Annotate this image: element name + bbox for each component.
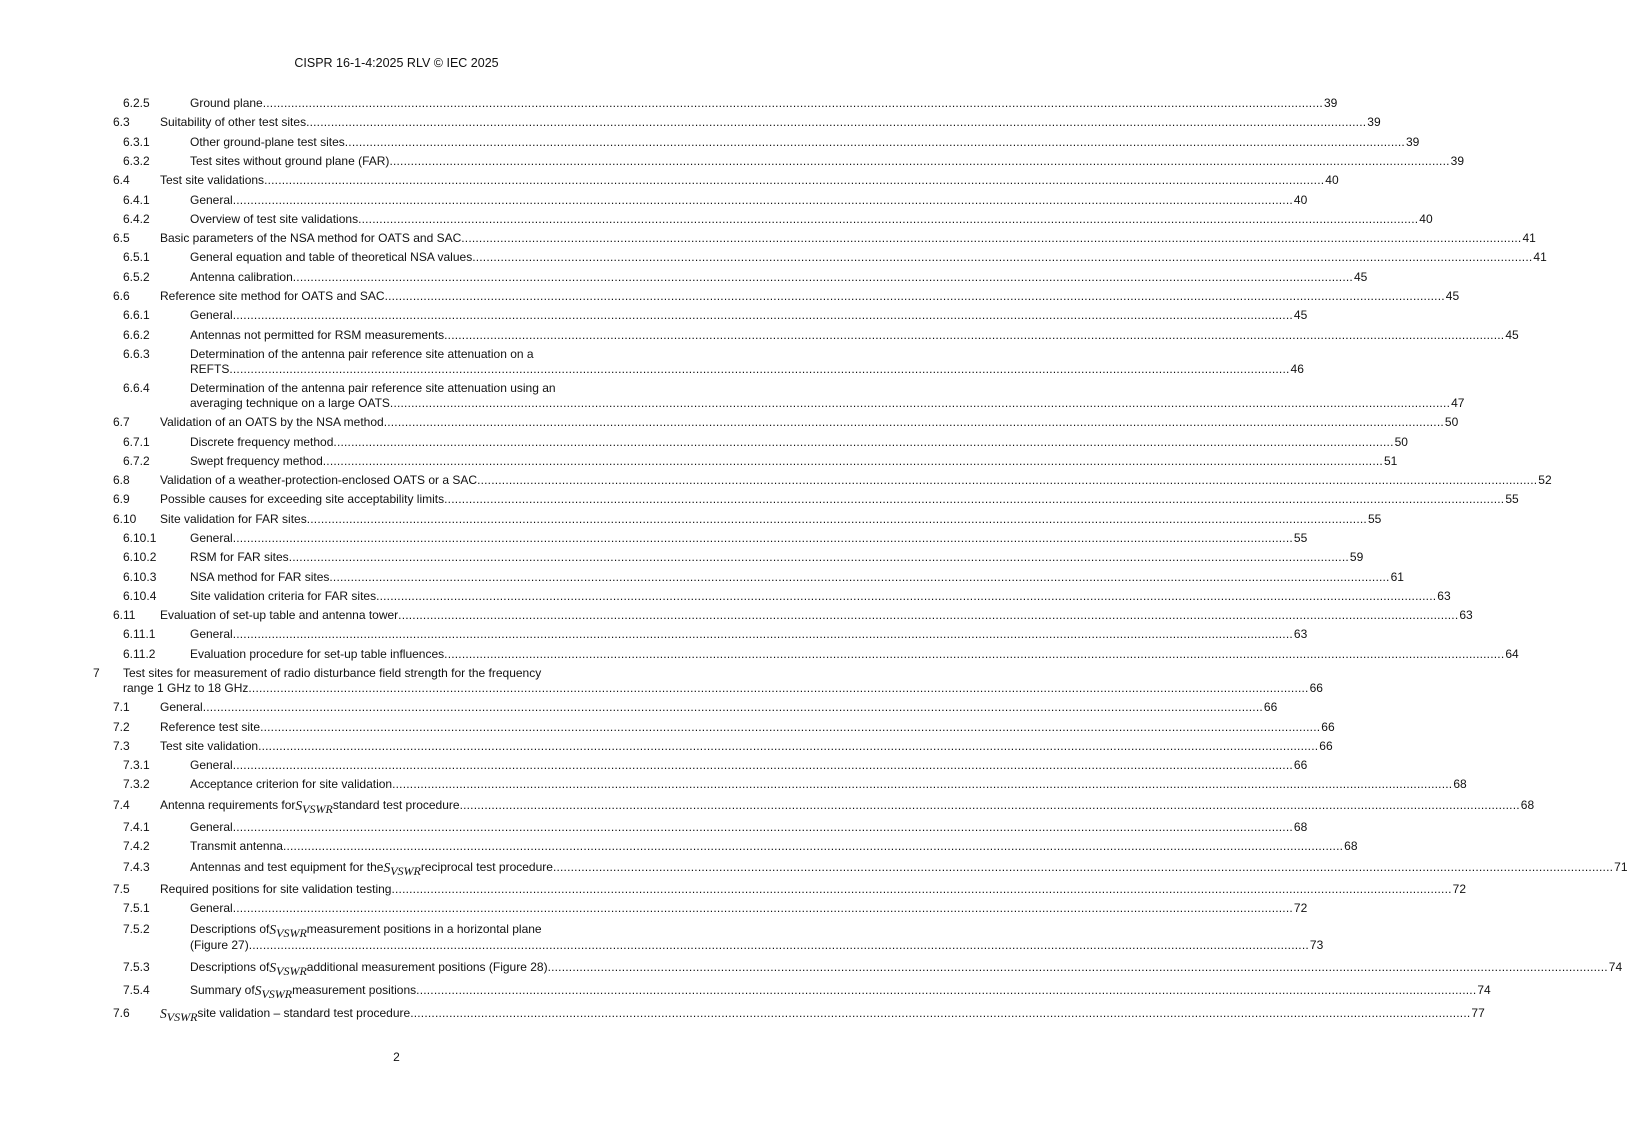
toc-page-number: 61	[1390, 569, 1404, 584]
toc-entry-number: 7.3	[113, 738, 130, 753]
toc-entry[interactable]	[0, 433, 1408, 452]
toc-entry-number: 7.4.3	[123, 859, 150, 874]
toc-entry-line	[160, 1006, 1485, 1025]
toc-entry-line	[190, 569, 1404, 585]
toc-entry-title: General	[190, 819, 233, 834]
dot-leader: ............................................................................................................................................................................................................................................................................................................	[229, 361, 1290, 376]
toc-entry[interactable]	[0, 413, 1459, 432]
toc-entry-line	[160, 608, 1473, 623]
toc-entry-line	[190, 434, 1408, 450]
toc-page-number: 72	[1293, 900, 1308, 915]
toc-entry-title: Basic parameters of the NSA method for OATS and SAC	[160, 231, 462, 246]
dot-leader: ............................................................................................................................................................................................................................................................................................................	[232, 900, 1293, 915]
toc-entry-line	[160, 881, 1467, 897]
toc-page-number: 40	[1419, 211, 1433, 226]
dot-leader: ............................................................................................................................................................................................................................................................................................................	[444, 492, 1505, 507]
dot-leader: ............................................................................................................................................................................................................................................................................................................	[260, 719, 1321, 734]
toc-page-number: 66	[1321, 719, 1335, 734]
toc-entry-line	[190, 381, 698, 396]
toc-page-number: 66	[1293, 758, 1308, 773]
toc-entry[interactable]	[0, 345, 1304, 379]
symbol-s-vswr	[160, 1006, 198, 1025]
toc-entry-number: 6.10.3	[123, 569, 157, 584]
dot-leader: ............................................................................................................................................................................................................................................................................................................	[376, 588, 1437, 603]
dot-leader: ............................................................................................................................................................................................................................................................................................................	[444, 646, 1505, 661]
toc-entry-line	[190, 758, 1308, 773]
toc-entry[interactable]	[0, 956, 1623, 979]
toc-entry[interactable]	[0, 471, 1552, 490]
toc-entry-number: 7.3.1	[123, 758, 150, 773]
dot-leader: ............................................................................................................................................................................................................................................................................................................	[416, 983, 1477, 998]
toc-entry-number: 7.2	[113, 719, 130, 734]
toc-page-number: 45	[1353, 269, 1368, 284]
toc-entry-number: 6.3.1	[123, 134, 150, 149]
toc-entry-line	[190, 531, 1308, 546]
toc-page-number: 39	[1323, 96, 1338, 111]
toc-entry[interactable]	[0, 587, 1451, 606]
toc-entry-line	[160, 288, 1460, 304]
toc-entry-number: 6.4.1	[123, 192, 150, 207]
toc-entry[interactable]	[0, 664, 1323, 698]
toc-page-number: 39	[1367, 115, 1381, 130]
toc-page-number: 55	[1505, 492, 1519, 507]
toc-entry-line	[160, 511, 1382, 527]
toc-page-number: 45	[1505, 327, 1519, 342]
table-of-contents	[0, 94, 1628, 1026]
toc-entry-line	[190, 134, 1420, 150]
toc-entry-line	[190, 327, 1519, 343]
toc-entry-title-cont: REFTS	[190, 361, 230, 376]
toc-entry-number: 6.6.2	[123, 327, 150, 342]
toc-entry[interactable]	[0, 152, 1464, 171]
toc-page-number: 50	[1394, 434, 1408, 449]
toc-entry-number: 6.10.2	[123, 550, 157, 565]
toc-entry-line	[190, 819, 1308, 835]
symbol-s-vswr	[295, 798, 333, 817]
symbol-subscript: VSWR	[390, 863, 421, 878]
toc-entry[interactable]	[0, 113, 1381, 132]
toc-entry-title: Ground plane	[190, 96, 263, 111]
toc-entry-title: Test site validations	[160, 173, 265, 188]
toc-entry[interactable]	[0, 529, 1308, 548]
toc-entry-number: 6.7.2	[123, 453, 150, 468]
toc-entry-title: General	[190, 192, 233, 207]
toc-page-number: 55	[1367, 511, 1382, 526]
toc-entry[interactable]	[0, 490, 1519, 509]
dot-leader: ............................................................................................................................................................................................................................................................................................................	[389, 396, 1451, 411]
toc-page-number: 68	[1293, 819, 1308, 834]
dot-leader: ............................................................................................................................................................................................................................................................................................................	[552, 859, 1614, 874]
toc-entry-line	[160, 115, 1381, 130]
symbol-subscript: VSWR	[276, 963, 307, 978]
toc-entry-title: Validation of a weather-protection-enclosed OATS or a SAC	[160, 473, 478, 488]
toc-entry-line	[190, 900, 1308, 916]
toc-entry-title: RSM for FAR sites	[190, 550, 289, 565]
toc-entry-line	[160, 415, 1459, 430]
toc-entry-number: 6.10	[113, 511, 137, 526]
dot-leader: ............................................................................................................................................................................................................................................................................................................	[547, 959, 1608, 974]
toc-entry-title: Test sites without ground plane (FAR)	[190, 153, 390, 168]
toc-page-number: 59	[1349, 550, 1364, 565]
toc-entry-title: Evaluation procedure for set-up table influences	[190, 646, 445, 661]
symbol-main: S	[160, 1006, 167, 1022]
toc-page-number: 68	[1520, 798, 1535, 813]
toc-page-number: 39	[1405, 134, 1420, 149]
toc-entry-line	[190, 396, 1465, 411]
toc-entry[interactable]	[0, 287, 1460, 306]
toc-entry-line	[190, 777, 1467, 792]
toc-entry-title: Antenna calibration	[190, 269, 293, 284]
toc-entry-number: 6.10.4	[123, 588, 157, 603]
toc-entry[interactable]	[0, 94, 1338, 113]
toc-page-number: 40	[1293, 192, 1308, 207]
toc-page-number: 64	[1505, 646, 1519, 661]
toc-entry[interactable]	[0, 606, 1473, 625]
toc-entry-title: General	[190, 531, 233, 546]
dot-leader: ............................................................................................................................................................................................................................................................................................................	[202, 700, 1263, 715]
toc-entry-line	[160, 719, 1335, 735]
dot-leader: ............................................................................................................................................................................................................................................................................................................	[344, 134, 1405, 149]
toc-title-post: site validation – standard test procedure	[197, 1006, 411, 1021]
toc-entry[interactable]	[0, 306, 1308, 325]
toc-entry-line	[190, 646, 1519, 662]
toc-entry-title: Antennas not permitted for RSM measurements	[190, 327, 445, 342]
toc-page-number: 63	[1437, 588, 1451, 603]
dot-leader: ............................................................................................................................................................................................................................................................................................................	[322, 453, 1383, 468]
dot-leader: ............................................................................................................................................................................................................................................................................................................	[288, 550, 1349, 565]
toc-entry-title: Other ground-plane test sites	[190, 134, 345, 149]
toc-entry[interactable]	[0, 171, 1339, 190]
toc-page-number: 74	[1608, 959, 1623, 974]
dot-leader: ............................................................................................................................................................................................................................................................................................................	[329, 569, 1390, 584]
symbol-main: S	[254, 983, 262, 999]
toc-title-post: measurement positions	[292, 983, 417, 998]
toc-entry-line	[190, 922, 698, 938]
toc-page-number: 63	[1293, 627, 1308, 642]
dot-leader: ............................................................................................................................................................................................................................................................................................................	[232, 531, 1293, 546]
symbol-main: S	[269, 921, 277, 937]
toc-entry[interactable]	[0, 979, 1491, 1002]
toc-page-number: 40	[1325, 173, 1339, 188]
toc-entry-title-cont: averaging technique on a large OATS	[190, 396, 390, 411]
toc-entry-line	[190, 308, 1308, 323]
toc-page-number: 55	[1293, 531, 1308, 546]
toc-page-number: 66	[1263, 700, 1278, 715]
dot-leader: ............................................................................................................................................................................................................................................................................................................	[472, 250, 1533, 265]
toc-entry-line	[190, 269, 1368, 285]
toc-entry-line	[190, 859, 1628, 878]
symbol-s-vswr	[269, 960, 306, 976]
toc-entry-number: 6.8	[113, 473, 130, 488]
toc-entry-line	[160, 798, 1535, 817]
dot-leader: ............................................................................................................................................................................................................................................................................................................	[232, 819, 1293, 834]
toc-page-number: 63	[1459, 608, 1473, 623]
toc-entry-number: 7.3.2	[123, 777, 150, 792]
symbol-subscript: VSWR	[261, 987, 293, 1002]
toc-entry-number: 6.4	[113, 173, 130, 188]
toc-entry-number: 7.4.2	[123, 839, 150, 854]
symbol-main: S	[383, 859, 391, 875]
dot-leader: ............................................................................................................................................................................................................................................................................................................	[248, 681, 1309, 696]
symbol-main: S	[295, 798, 303, 814]
toc-title-pre: Summary of	[190, 983, 255, 998]
toc-entry-title: Validation of an OATS by the NSA method	[160, 415, 384, 430]
toc-entry-number: 6.5	[113, 231, 130, 246]
toc-page-number: 51	[1383, 453, 1398, 468]
toc-entry-number: 6.6.3	[123, 346, 150, 361]
toc-entry[interactable]	[0, 717, 1335, 736]
toc-entry-line	[190, 550, 1364, 565]
toc-entry-line	[190, 153, 1464, 169]
toc-entry[interactable]	[0, 548, 1364, 567]
toc-entry[interactable]	[0, 510, 1382, 529]
toc-entry[interactable]	[0, 856, 1628, 879]
toc-entry-title: NSA method for FAR sites	[190, 569, 330, 584]
toc-entry-line	[190, 347, 698, 362]
toc-entry[interactable]	[0, 133, 1420, 152]
toc-entry-number: 6.10.1	[123, 531, 157, 546]
toc-entry-line	[190, 588, 1451, 604]
dot-leader: ............................................................................................................................................................................................................................................................................................................	[333, 434, 1394, 449]
toc-entry[interactable]	[0, 190, 1308, 209]
dot-leader: ............................................................................................................................................................................................................................................................................................................	[398, 608, 1459, 623]
toc-entry-title: General	[190, 900, 233, 915]
toc-entry-number: 7.5.3	[123, 959, 150, 974]
toc-entry-title: Test site validation	[160, 738, 259, 753]
toc-entry-line	[190, 250, 1547, 265]
toc-title-post: standard test procedure	[332, 798, 460, 813]
toc-entry-number: 6.6.4	[123, 381, 150, 396]
toc-entry-line	[190, 983, 1491, 1002]
toc-entry-title: General	[190, 308, 233, 323]
toc-entry-title: General	[160, 700, 203, 715]
toc-entry-title: Site validation for FAR sites	[160, 511, 307, 526]
toc-entry-title: Reference site method for OATS and SAC	[160, 288, 385, 303]
dot-leader: ............................................................................................................................................................................................................................................................................................................	[444, 327, 1505, 342]
toc-entry[interactable]	[0, 379, 1465, 413]
toc-entry-number: 7.4	[113, 798, 130, 813]
toc-entry-number: 6.5.2	[123, 269, 150, 284]
toc-entry-title: Test sites for measurement of radio disturbance field strength for the frequency	[123, 666, 542, 681]
dot-leader: ............................................................................................................................................................................................................................................................................................................	[248, 937, 1309, 952]
toc-page-number: 52	[1538, 473, 1552, 488]
toc-entry-line	[123, 666, 698, 681]
toc-entry-number: 6.7.1	[123, 434, 150, 449]
toc-entry-line	[190, 192, 1308, 208]
toc-entry-title: Transmit antenna	[190, 839, 283, 854]
toc-entry[interactable]	[0, 229, 1536, 248]
toc-entry-number: 6.11	[113, 608, 136, 623]
toc-page-number: 45	[1293, 308, 1308, 323]
dot-leader: ............................................................................................................................................................................................................................................................................................................	[292, 269, 1353, 284]
toc-entry[interactable]	[0, 210, 1433, 229]
toc-page-number: 41	[1533, 250, 1547, 265]
toc-entry[interactable]	[0, 775, 1467, 794]
toc-entry-title-cont: range 1 GHz to 18 GHz	[123, 681, 249, 696]
toc-entry-line	[160, 738, 1333, 754]
toc-title-post: reciprocal test procedure	[420, 859, 553, 874]
toc-entry[interactable]	[0, 818, 1308, 837]
dot-leader: ............................................................................................................................................................................................................................................................................................................	[258, 738, 1319, 753]
toc-entry-number: 6.6.1	[123, 308, 150, 323]
toc-entry-title-cont: (Figure 27)	[190, 937, 249, 952]
toc-entry-number: 6.2.5	[123, 96, 150, 111]
toc-title-pre: Descriptions of	[190, 921, 270, 936]
toc-page-number: 73	[1309, 937, 1324, 952]
toc-entry-title: Overview of test site validations	[190, 211, 359, 226]
toc-entry-title: Determination of the antenna pair reference site attenuation using an	[190, 381, 556, 396]
toc-entry-title: General	[190, 627, 233, 642]
toc-entry-line	[190, 211, 1433, 227]
toc-entry-number: 6.5.1	[123, 250, 150, 265]
dot-leader: ............................................................................................................................................................................................................................................................................................................	[459, 798, 1520, 813]
toc-entry-number: 7.1	[113, 700, 130, 715]
toc-entry-title: Discrete frequency method	[190, 434, 334, 449]
dot-leader: ............................................................................................................................................................................................................................................................................................................	[389, 153, 1450, 168]
toc-entry[interactable]	[0, 452, 1398, 471]
toc-page-number: 50	[1444, 415, 1459, 430]
toc-page-number: 47	[1451, 396, 1465, 411]
toc-entry-line	[160, 492, 1519, 507]
toc-entry-line	[160, 231, 1536, 246]
dot-leader: ............................................................................................................................................................................................................................................................................................................	[232, 192, 1293, 207]
toc-page-number: 39	[1450, 153, 1464, 168]
toc-page-number: 72	[1452, 881, 1467, 896]
toc-page-number: 68	[1344, 839, 1358, 854]
symbol-subscript: VSWR	[276, 925, 307, 940]
dot-leader: ............................................................................................................................................................................................................................................................................................................	[264, 173, 1325, 188]
toc-entry-title: General	[190, 758, 233, 773]
toc-entry-line	[160, 700, 1278, 715]
dot-leader: ............................................................................................................................................................................................................................................................................................................	[282, 839, 1344, 854]
dot-leader: ............................................................................................................................................................................................................................................................................................................	[306, 511, 1367, 526]
symbol-subscript: VSWR	[166, 1010, 198, 1025]
dot-leader: ............................................................................................................................................................................................................................................................................................................	[383, 415, 1444, 430]
symbol-s-vswr	[254, 983, 293, 1002]
toc-entry-number: 7.5	[113, 881, 130, 896]
symbol-s-vswr	[383, 860, 420, 876]
toc-title-post: additional measurement positions (Figure 28)	[306, 959, 548, 974]
toc-entry-number: 7	[93, 666, 100, 681]
toc-entry-number: 6.11.2	[123, 646, 156, 661]
toc-entry-line	[190, 453, 1398, 469]
toc-entry-title: General equation and table of theoretical NSA values	[190, 250, 473, 265]
toc-entry[interactable]	[0, 325, 1519, 344]
toc-entry-number: 6.9	[113, 492, 130, 507]
toc-entry-title: Acceptance criterion for site validation	[190, 777, 393, 792]
toc-entry-line	[190, 937, 1324, 953]
toc-entry[interactable]	[0, 837, 1358, 856]
toc-entry-number: 7.5.4	[123, 983, 150, 998]
toc-entry-line	[190, 839, 1358, 854]
toc-entry[interactable]	[0, 625, 1308, 644]
toc-entry-number: 7.4.1	[123, 819, 150, 834]
toc-entry[interactable]	[0, 567, 1404, 586]
toc-entry[interactable]	[0, 918, 1324, 956]
dot-leader: ............................................................................................................................................................................................................................................................................................................	[232, 627, 1293, 642]
toc-entry-number: 6.7	[113, 415, 130, 430]
dot-leader: ............................................................................................................................................................................................................................................................................................................	[306, 115, 1367, 130]
toc-entry[interactable]	[0, 795, 1535, 818]
toc-entry-line	[190, 627, 1308, 642]
dot-leader: ............................................................................................................................................................................................................................................................................................................	[391, 881, 1452, 896]
toc-entry-title: Swept frequency method	[190, 453, 323, 468]
toc-entry-title: Suitability of other test sites	[160, 115, 307, 130]
dot-leader: ............................................................................................................................................................................................................................................................................................................	[477, 473, 1538, 488]
toc-page-number: 41	[1522, 231, 1536, 246]
toc-entry-number: 7.5.1	[123, 900, 150, 915]
toc-entry-line	[123, 681, 1323, 696]
toc-entry[interactable]	[0, 645, 1519, 664]
toc-entry-title: Evaluation of set-up table and antenna tower	[160, 608, 399, 623]
dot-leader: ............................................................................................................................................................................................................................................................................................................	[262, 96, 1323, 111]
toc-entry-title: Possible causes for exceeding site acceptability limits	[160, 492, 445, 507]
toc-page-number: 74	[1477, 983, 1491, 998]
toc-page-number: 68	[1453, 777, 1467, 792]
toc-title-pre: Antenna requirements for	[160, 798, 296, 813]
toc-entry-number: 6.3.2	[123, 153, 150, 168]
toc-entry-number: 6.6	[113, 288, 130, 303]
symbol-main: S	[269, 959, 277, 975]
page-number: 2	[393, 1050, 400, 1064]
dot-leader: ............................................................................................................................................................................................................................................................................................................	[232, 758, 1293, 773]
running-header: CISPR 16-1-4:2025 RLV © IEC 2025	[294, 56, 499, 70]
toc-entry[interactable]	[0, 899, 1308, 918]
toc-page-number: 46	[1290, 361, 1304, 376]
dot-leader: ............................................................................................................................................................................................................................................................................................................	[392, 777, 1453, 792]
toc-entry-number: 7.5.2	[123, 921, 150, 936]
toc-entry-number: 7.6	[113, 1006, 130, 1021]
toc-entry[interactable]	[0, 248, 1547, 267]
toc-entry[interactable]	[0, 698, 1278, 717]
toc-entry[interactable]	[0, 268, 1368, 287]
toc-entry-number: 6.4.2	[123, 211, 150, 226]
toc-entry-title: Required positions for site validation testing	[160, 881, 392, 896]
toc-entry-number: 6.11.1	[123, 627, 156, 642]
toc-entry-line	[160, 473, 1552, 488]
toc-page-number: 71	[1614, 859, 1628, 874]
toc-entry-line	[190, 96, 1338, 111]
toc-page-number: 77	[1471, 1006, 1485, 1021]
symbol-s-vswr	[269, 922, 306, 938]
toc-page-number: 66	[1319, 738, 1333, 753]
dot-leader: ............................................................................................................................................................................................................................................................................................................	[232, 308, 1293, 323]
toc-entry-title: Site validation criteria for FAR sites	[190, 588, 377, 603]
toc-entry[interactable]	[0, 737, 1333, 756]
toc-page-number: 45	[1445, 288, 1460, 303]
toc-entry-title: Reference test site	[160, 719, 261, 734]
toc-entry-line	[190, 959, 1623, 978]
toc-entry-title: Determination of the antenna pair reference site attenuation on a	[190, 346, 534, 361]
toc-title-pre: Descriptions of	[190, 959, 270, 974]
toc-entry-line	[190, 361, 1304, 377]
toc-title-pre: Antennas and test equipment for the	[190, 859, 384, 874]
dot-leader: ............................................................................................................................................................................................................................................................................................................	[358, 211, 1419, 226]
toc-entry[interactable]	[0, 1003, 1485, 1026]
toc-title-post: measurement positions in a horizontal plane	[306, 921, 542, 936]
dot-leader: ............................................................................................................................................................................................................................................................................................................	[384, 288, 1445, 303]
toc-entry-line	[160, 173, 1339, 188]
toc-page-number: 66	[1309, 681, 1323, 696]
toc-entry[interactable]	[0, 756, 1308, 775]
toc-entry-number: 6.3	[113, 115, 130, 130]
dot-leader: ............................................................................................................................................................................................................................................................................................................	[410, 1006, 1471, 1021]
symbol-subscript: VSWR	[302, 802, 333, 817]
toc-entry[interactable]	[0, 880, 1467, 899]
dot-leader: ............................................................................................................................................................................................................................................................................................................	[461, 231, 1522, 246]
